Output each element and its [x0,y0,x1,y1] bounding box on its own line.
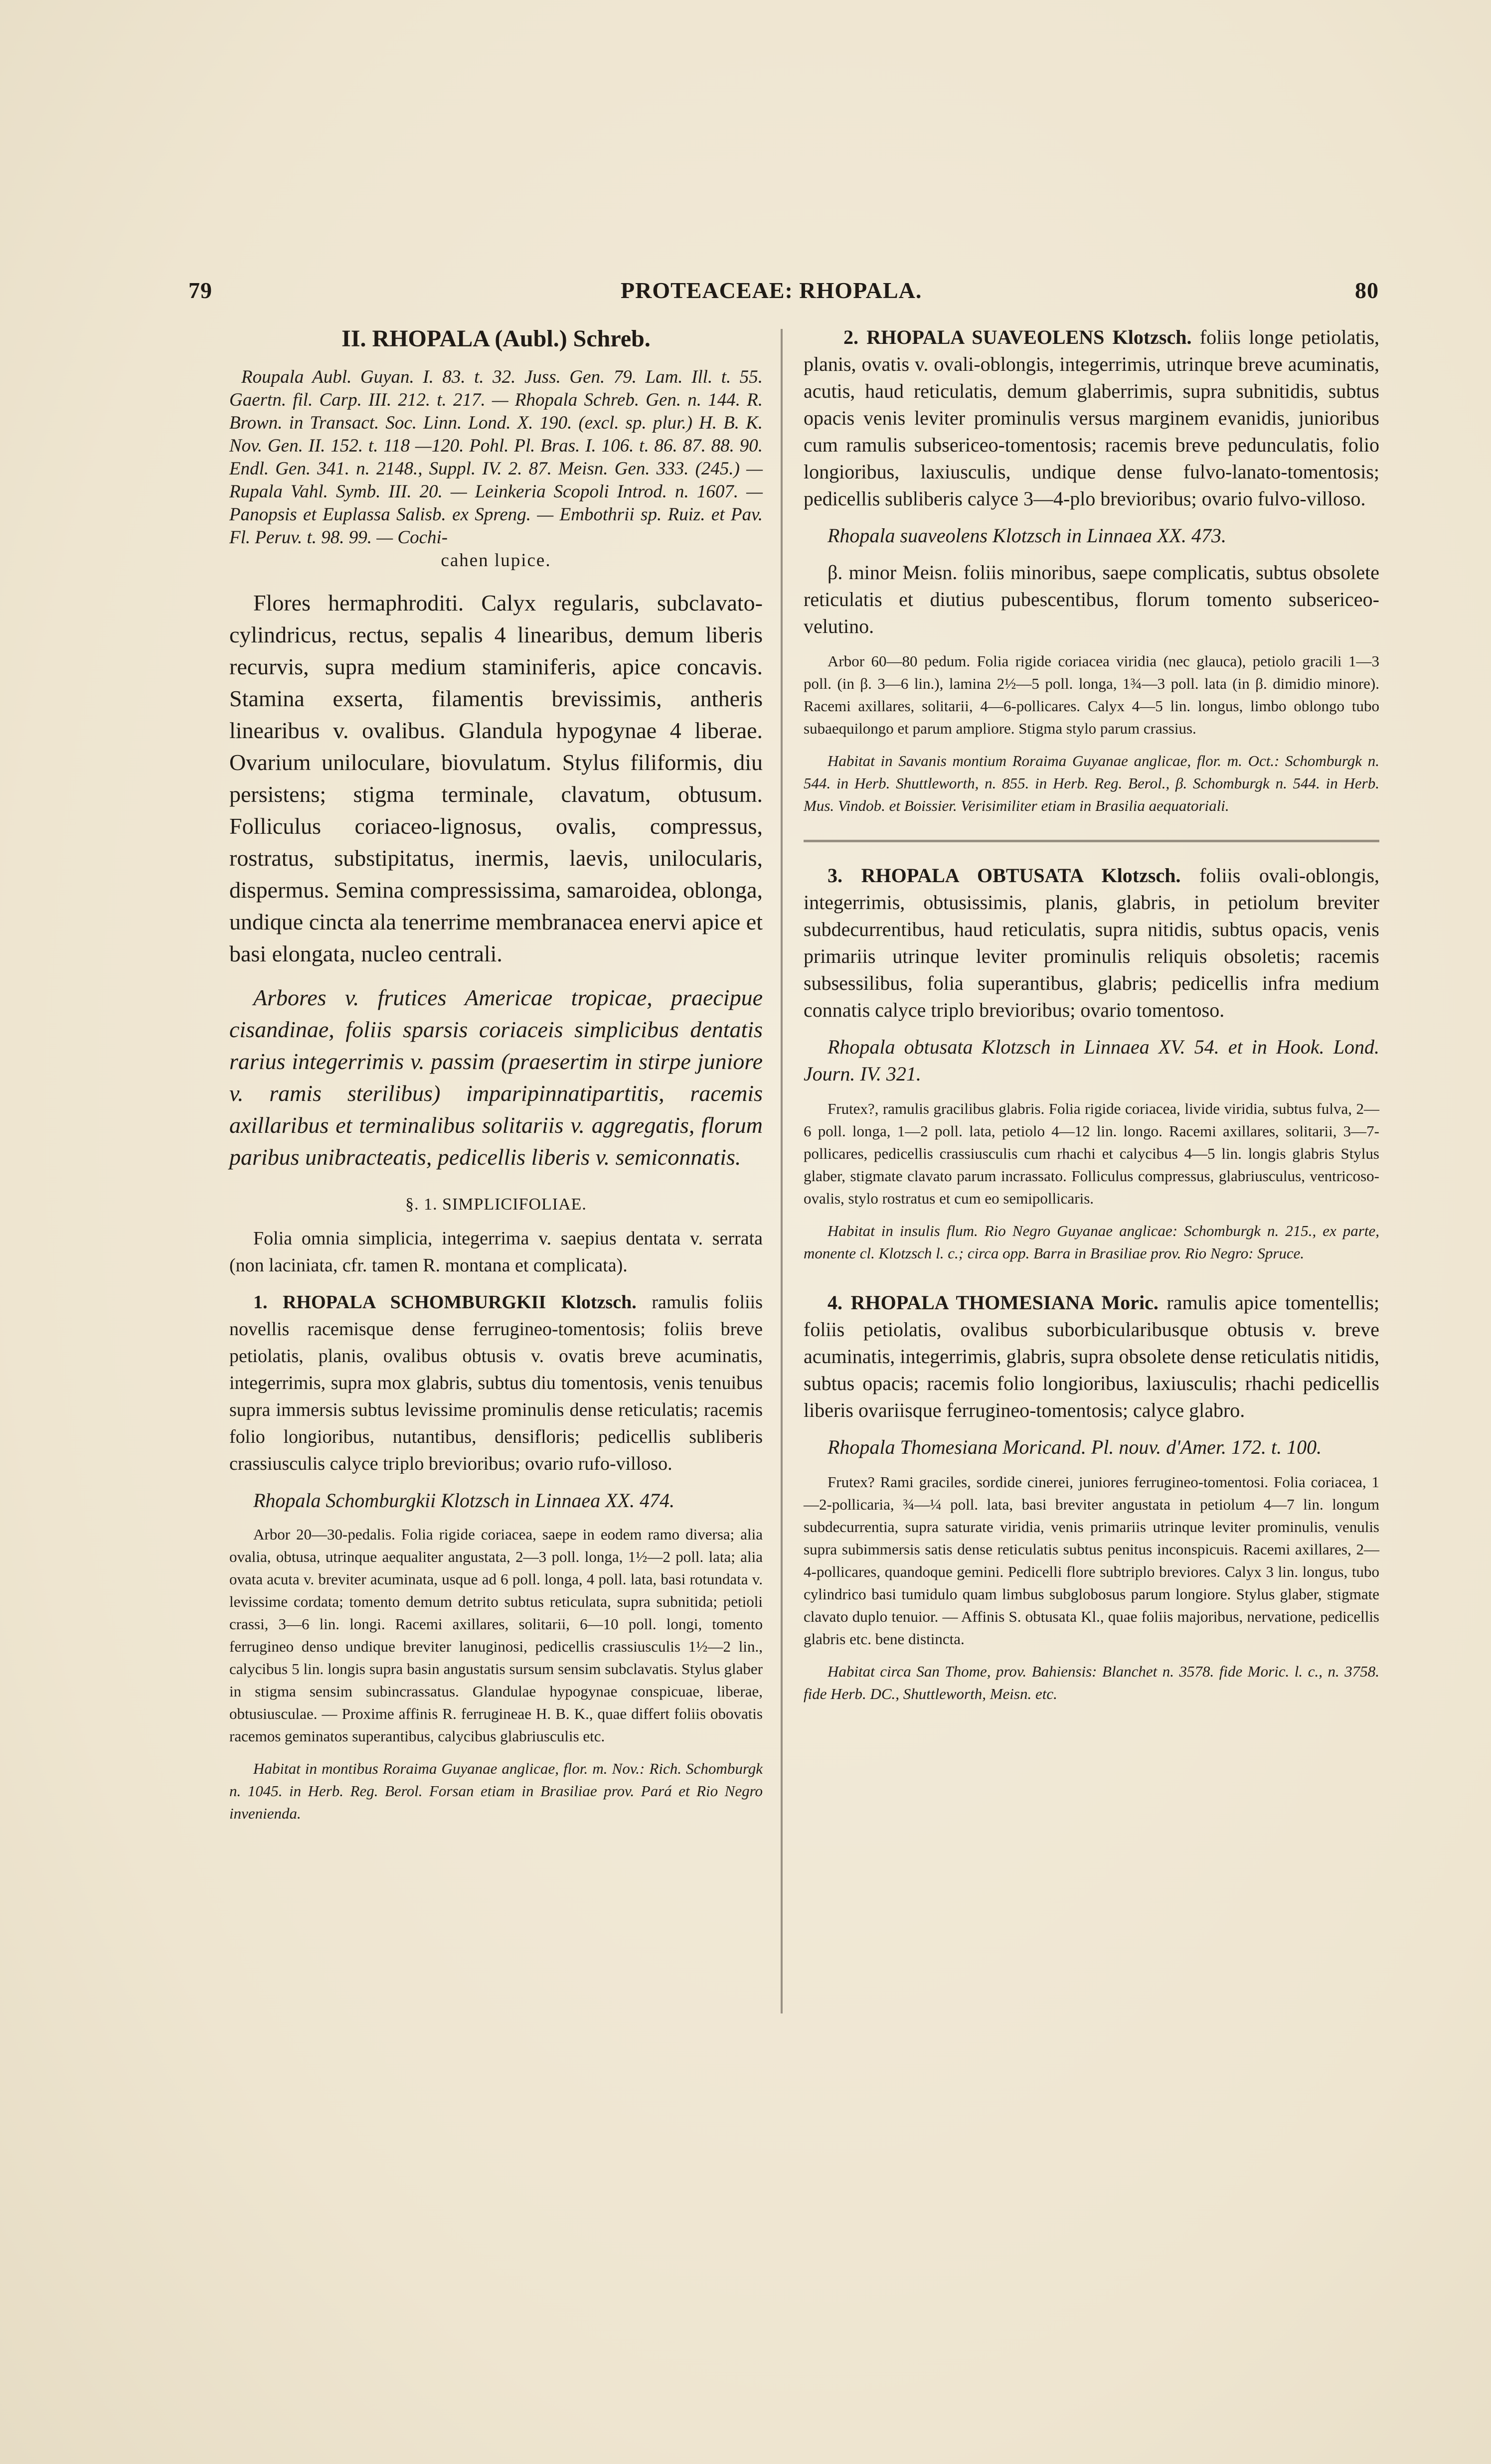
species-1-diagnosis: ramulis foliis novellis racemisque dense ferrugineo-tomentosis; foliis breve petiolatis, planis, ovalibus obtusis v. ovatis breve acuminatis, integerrimis, supra mox glabris, subtus diu tomentosis, venis tenuibus supra immersis subtus levissime prominulis dense reticulatis; racemis folio longioribus, nutantibus, densifloris; pedicellis subliberis crassiusculis calyce triplo brevioribus; ovario rufo-villoso. [229,1292,763,1474]
species-1-habitat: Habitat in montibus Roraima Guyanae anglicae, flor. m. Nov.: Rich. Schomburgk n. 1045. in Herb. Reg. Berol. Forsan etiam in Brasiliae prov. Pará et Rio Negro invenienda. [229,1760,763,1822]
genus-synonymy-end: cahen lupice. [441,550,551,571]
species-2-habitat: Habitat in Savanis montium Roraima Guyanae anglicae, flor. m. Oct.: Schomburgk n. 544. in Herb. Shuttleworth, n. 855. in Herb. Reg. Berol., β. Schomburgk n. 544. in Herb. Mus. Vindob. et Boissier. Verisimiliter etiam in Brasilia aequatoriali. [804,752,1379,814]
species-2-variety: β. minor Meisn. foliis minoribus, saepe complicatis, subtus obsolete reticulatis et diutius pubescentibus, florum tomento subsericeo-velutino. [804,561,1379,637]
species-2-description: Arbor 60—80 pedum. Folia rigide coriacea viridia (nec glauca), petiolo gracili 1—3 poll. (in β. 3—6 lin.), lamina 2½—5 poll. longa, 1¾—3 poll. lata (in β. dimidio minore). Racemi axillares, solitarii, 4—6-pollicares. Calyx 4—5 lin. longus, limbo oblongo tubo subaequilongo et parum ampliore. Stigma stylo parum crassius. [804,652,1379,737]
species-2-diagnosis: foliis longe petiolatis, planis, ovatis v. ovali-oblongis, integerrimis, utrinque breve acuminatis, acutis, haud reticulatis, demum glaberrimis, supra subnitidis, subtus opacis venis leviter prominulis versus marginem evanidis, junioribus cum ramulis subsericeo-tomentosis; racemis breve pedunculatis, folio longioribus, laxiusculis, undique dense fulvo-lanato-tomentosis; pedicellis subliberis calyce 3—4-plo brevioribus; ovario fulvo-villoso. [804,326,1380,510]
species-3-reference: Rhopala obtusata Klotzsch in Linnaea XV. 54. et in Hook. Lond. Journ. IV. 321. [804,1036,1379,1085]
species-3-entry [804,862,1379,1024]
species-2-reference: Rhopala suaveolens Klotzsch in Linnaea XX. 473. [828,524,1226,547]
species-4-description: Frutex? Rami graciles, sordide cinerei, juniores ferrugineo-tomentosi. Folia coriacea, 1—2-pollicaria, ¾—¼ poll. lata, basi breviter angustata in petiolum 4—7 lin. longum subdecurrentia, supra saturate viridia, venis primariis utrinque leviter prominulis, venulis supra subimmersis satis dense reticulatis subtus penitus inconspicuis. Racemi axillares, 2—4-pollicares, quandoque gemini. Pedicelli flore subtriplo breviores. Calyx 3 lin. longus, tubo cylindrico basi tumidulo quam limbus subglobosus parum longiore. Stylus glaber, stigmate clavato duplo tenuior. — Affinis S. obtusata Kl., quae foliis majoribus, nervatione, pedicellis glabris etc. bene distincta. [804,1473,1379,1648]
species-4-name: 4. RHOPALA THOMESIANA Moric. [828,1291,1159,1314]
species-1-entry [229,1289,763,1477]
species-4-habitat: Habitat circa San Thome, prov. Bahiensis: Blanchet n. 3578. fide Moric. l. c., n. 3758. fide Herb. DC., Shuttleworth, Meisn. etc. [804,1663,1379,1702]
species-4-entry [804,1289,1379,1424]
section-heading: §. 1. SIMPLICIFOLIAE. [405,1195,587,1214]
species-3-habitat: Habitat in insulis flum. Rio Negro Guyanae anglicae: Schomburgk n. 215., ex parte, monente cl. Klotzsch l. c.; circa opp. Barra in Brasiliae prov. Rio Negro: Spruce. [804,1222,1379,1262]
genus-habit: Arbores v. frutices Americae tropicae, praecipue cisandinae, foliis sparsis coriaceis simplicibus dentatis rarius integerrimis v. passim (praesertim in stirpe juniore v. ramis sterilibus) imparipinnatipartitis, racemis axillaribus et terminalibus solitariis v. aggregatis, florum paribus unibracteatis, pedicellis liberis v. semiconnatis. [229,985,763,1170]
genus-title: II. RHOPALA (Aubl.) Schreb. [341,325,651,352]
section-text: Folia omnia simplicia, integerrima v. saepius dentata v. serrata (non laciniata, cfr. tamen R. montana et complicata). [229,1228,763,1276]
page-number-left: 79 [188,278,212,303]
species-3-name: 3. RHOPALA OBTUSATA Klotzsch. [828,864,1181,887]
genus-description: Flores hermaphroditi. Calyx regularis, subclavato-cylindricus, rectus, sepalis 4 linearibus, demum liberis recurvis, supra medium staminiferis, apice concavis. Stamina exserta, filamentis brevissimis, antheris linearibus v. ovalibus. Glandula hypogynae 4 liberae. Ovarium uniloculare, biovulatum. Stylus filiformis, diu persistens; stigma terminale, clavatum, obtusum. Folliculus coriaceo-lignosus, ovalis, compressus, rostratus, substipitatus, inermis, laevis, unilocularis, dispermus. Semina compressissima, samaroidea, oblonga, undique cincta ala tenerrime membranacea enervi apice et basi elongata, nucleo centrali. [229,590,763,966]
column-divider [781,329,783,2013]
species-1-name: 1. RHOPALA SCHOMBURGKII Klotzsch. [253,1292,637,1313]
species-1-reference: Rhopala Schomburgkii Klotzsch in Linnaea XX. 474. [253,1489,675,1512]
species-separator [804,840,1379,842]
species-4-reference: Rhopala Thomesiana Moricand. Pl. nouv. d'Amer. 172. t. 100. [828,1436,1322,1458]
right-column [804,324,1379,1705]
species-1-description: Arbor 20—30-pedalis. Folia rigide coriacea, saepe in eodem ramo diversa; alia ovalia, obtusa, utrinque aequaliter angustata, 2—3 poll. longa, 1½—2 poll. lata; alia ovata acuta v. breviter acuminata, usque ad 6 poll. longa, 4 poll. lata, basi rotundata v. levissime cordata; tomento demum detrito subtus reticulata, supra subnitida; petioli crassi, 3—6 lin. longi. Racemi axillares, solitarii, 6—10 poll. longi, tomento ferrugineo denso undique breviter lanuginosi, pedicellis crassiusculis 1½—2 lin., calycibus 5 lin. longis supra basin angustatis sursum sensim subclavatis. Stylus glaber in stigma sensim subincrassatus. Glandulae hypogynae conspicuae, liberae, obtusiusculae. — Proxime affinis R. ferrugineae H. B. K., quae differt foliis obovatis racemos geminatos superantibus, calycibus glabriusculis etc. [229,1526,763,1745]
running-title: PROTEACEAE: RHOPALA. [621,278,922,303]
species-3-diagnosis: foliis ovali-oblongis, integerrimis, obtusissimis, planis, glabris, in petiolum breviter subdecurrentibus, haud reticulatis, supra nitidis, subtus opacis, venis primariis utrinque leviter prominulis reliquis obsoletis; racemis subsessilibus, folia superantibus, glabris; pedicellis infra medium connatis calyce triplo brevioribus; ovario tomentoso. [804,864,1380,1021]
species-2-name: 2. RHOPALA SUAVEOLENS Klotzsch. [843,326,1192,348]
page-number-right: 80 [1355,278,1379,303]
species-3-description: Frutex?, ramulis gracilibus glabris. Folia rigide coriacea, livide viridia, subtus fulva, 2—6 poll. longa, 1—2 poll. lata, petiolo 4—12 lin. longo. Racemi axillares, solitarii, 3—7-pollicares, pedicellis crassiusculis cum rhachi et calycibus 4—5 lin. longis glabris Stylus glaber, stigmate clavato parum incrassato. Folliculus compressus, glabriusculus, ventricoso-ovalis, stylo rostratus et cum eo semipollicaris. [804,1100,1379,1207]
genus-synonymy: Roupala Aubl. Guyan. I. 83. t. 32. Juss. Gen. 79. Lam. Ill. t. 55. Gaertn. fil. Carp. III. 212. t. 217. — Rhopala Schreb. Gen. n. 144. R. Brown. in Transact. Soc. Linn. Lond. X. 190. (excl. sp. plur.) H. B. K. Nov. Gen. II. 152. t. 118 —120. Pohl. Pl. Bras. I. 106. t. 86. 87. 88. 90. Endl. Gen. 341. n. 2148., Suppl. IV. 2. 87. Meisn. Gen. 333. (245.) — Rupala Vahl. Symb. III. 20. — Leinkeria Scopoli Introd. n. 1607. — Panopsis et Euplassa Salisb. ex Spreng. — Embothrii sp. Ruiz. et Pav. Fl. Peruv. t. 98. 99. — Cochi- [229,367,763,548]
left-column [229,324,763,1825]
species-2-entry [804,324,1379,512]
species-4-diagnosis: ramulis apice tomentellis; foliis petiolatis, ovalibus suborbicularibusque obtusis v. breve acuminatis, integerrimis, glabris, supra obsolete dense reticulatis nitidis, subtus opacis; racemis folio longioribus, laxiusculis; rhachi pedicellis liberis ovariisque ferrugineo-tomentosis; calyce glabro. [804,1291,1379,1421]
